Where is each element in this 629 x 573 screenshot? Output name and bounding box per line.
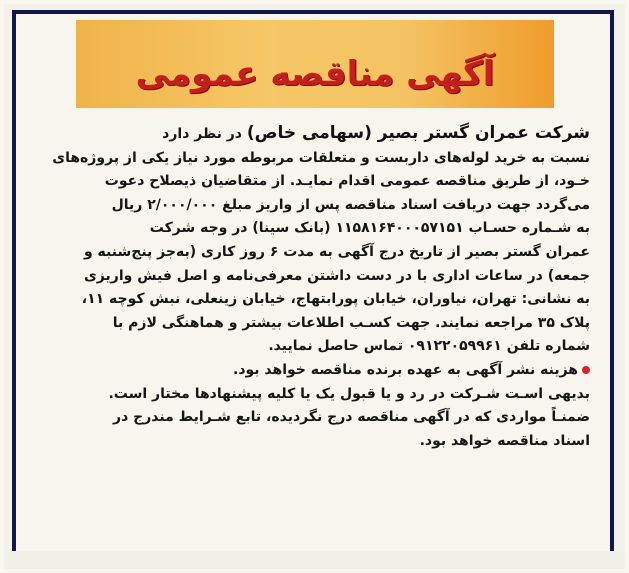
bullet-text: هزینه نشر آگهی به عهده برنده مناقصه خواهد بود. bbox=[233, 361, 578, 378]
closing-line: ضمنـاً مواردی که در آگهی مناقصه درج نگردیده، تابع شـرایط مندرج در bbox=[113, 409, 590, 426]
closing-line: اسناد مناقصه خواهد بود. bbox=[419, 432, 590, 449]
notice-line: عمران گستر بصیر از تاریخ درج آگهی به مدت ۶ روز کاری (به‌جز پنج‌شنبه و bbox=[83, 243, 590, 260]
notice-line: می‌گردد جهت دریافت اسناد مناقصه پس از واریز مبلغ ۲/۰۰۰/۰۰۰ ریال bbox=[111, 196, 590, 213]
notice-intro: در نظر دارد bbox=[162, 126, 247, 142]
notice-line: شماره تلفن ۰۹۱۲۲۰۵۹۹۶۱ تماس حاصل نمایید. bbox=[268, 338, 590, 355]
notice-frame bbox=[12, 10, 614, 556]
flower-bullet-icon bbox=[582, 366, 590, 374]
notice-first-line bbox=[36, 122, 590, 147]
notice-line: به نشانی: تهران، نیاوران، خیابان پورابتهاج، خیابان زینعلی، نبش کوچه ۱۱، bbox=[81, 291, 590, 308]
closing-line: بدیهی اسـت شـرکت در رد و یا قبول یک یا کلیه پیشنهادها مختار است. bbox=[108, 385, 590, 402]
notice-line: به شـماره حسـاب ۱۱۵۸۱۶۴۰۰۰۵۷۱۵۱ (بانک سینا) در وجه شرکت bbox=[149, 220, 590, 237]
banner-title: آگهی مناقصه عمومی bbox=[135, 54, 495, 94]
notice-line: خـود، از طریق مناقصه عمومی اقدام نمایـد. از متقاضیان ذیصلاح دعوت bbox=[104, 173, 590, 190]
footer-strip bbox=[4, 551, 625, 569]
company-name: شرکت عمران گستر بصیر (سهامی خاص) bbox=[246, 123, 590, 143]
notice-line: نسبت به خرید لوله‌های داربست و متعلقات مربوطه مورد نیاز یکی از پروژه‌های bbox=[52, 149, 590, 166]
notice-line: پلاک ۳۵ مراجعه نمایند. جهت کسـب اطلاعات بیشتر و هماهنگی لازم با bbox=[112, 314, 590, 331]
notice-line: جمعه) در ساعات اداری با در دست داشتن معرفی‌نامه و اصل فیش واریزی bbox=[83, 267, 590, 284]
bullet-line bbox=[36, 359, 590, 383]
banner bbox=[76, 20, 554, 108]
notice-body bbox=[36, 122, 590, 453]
